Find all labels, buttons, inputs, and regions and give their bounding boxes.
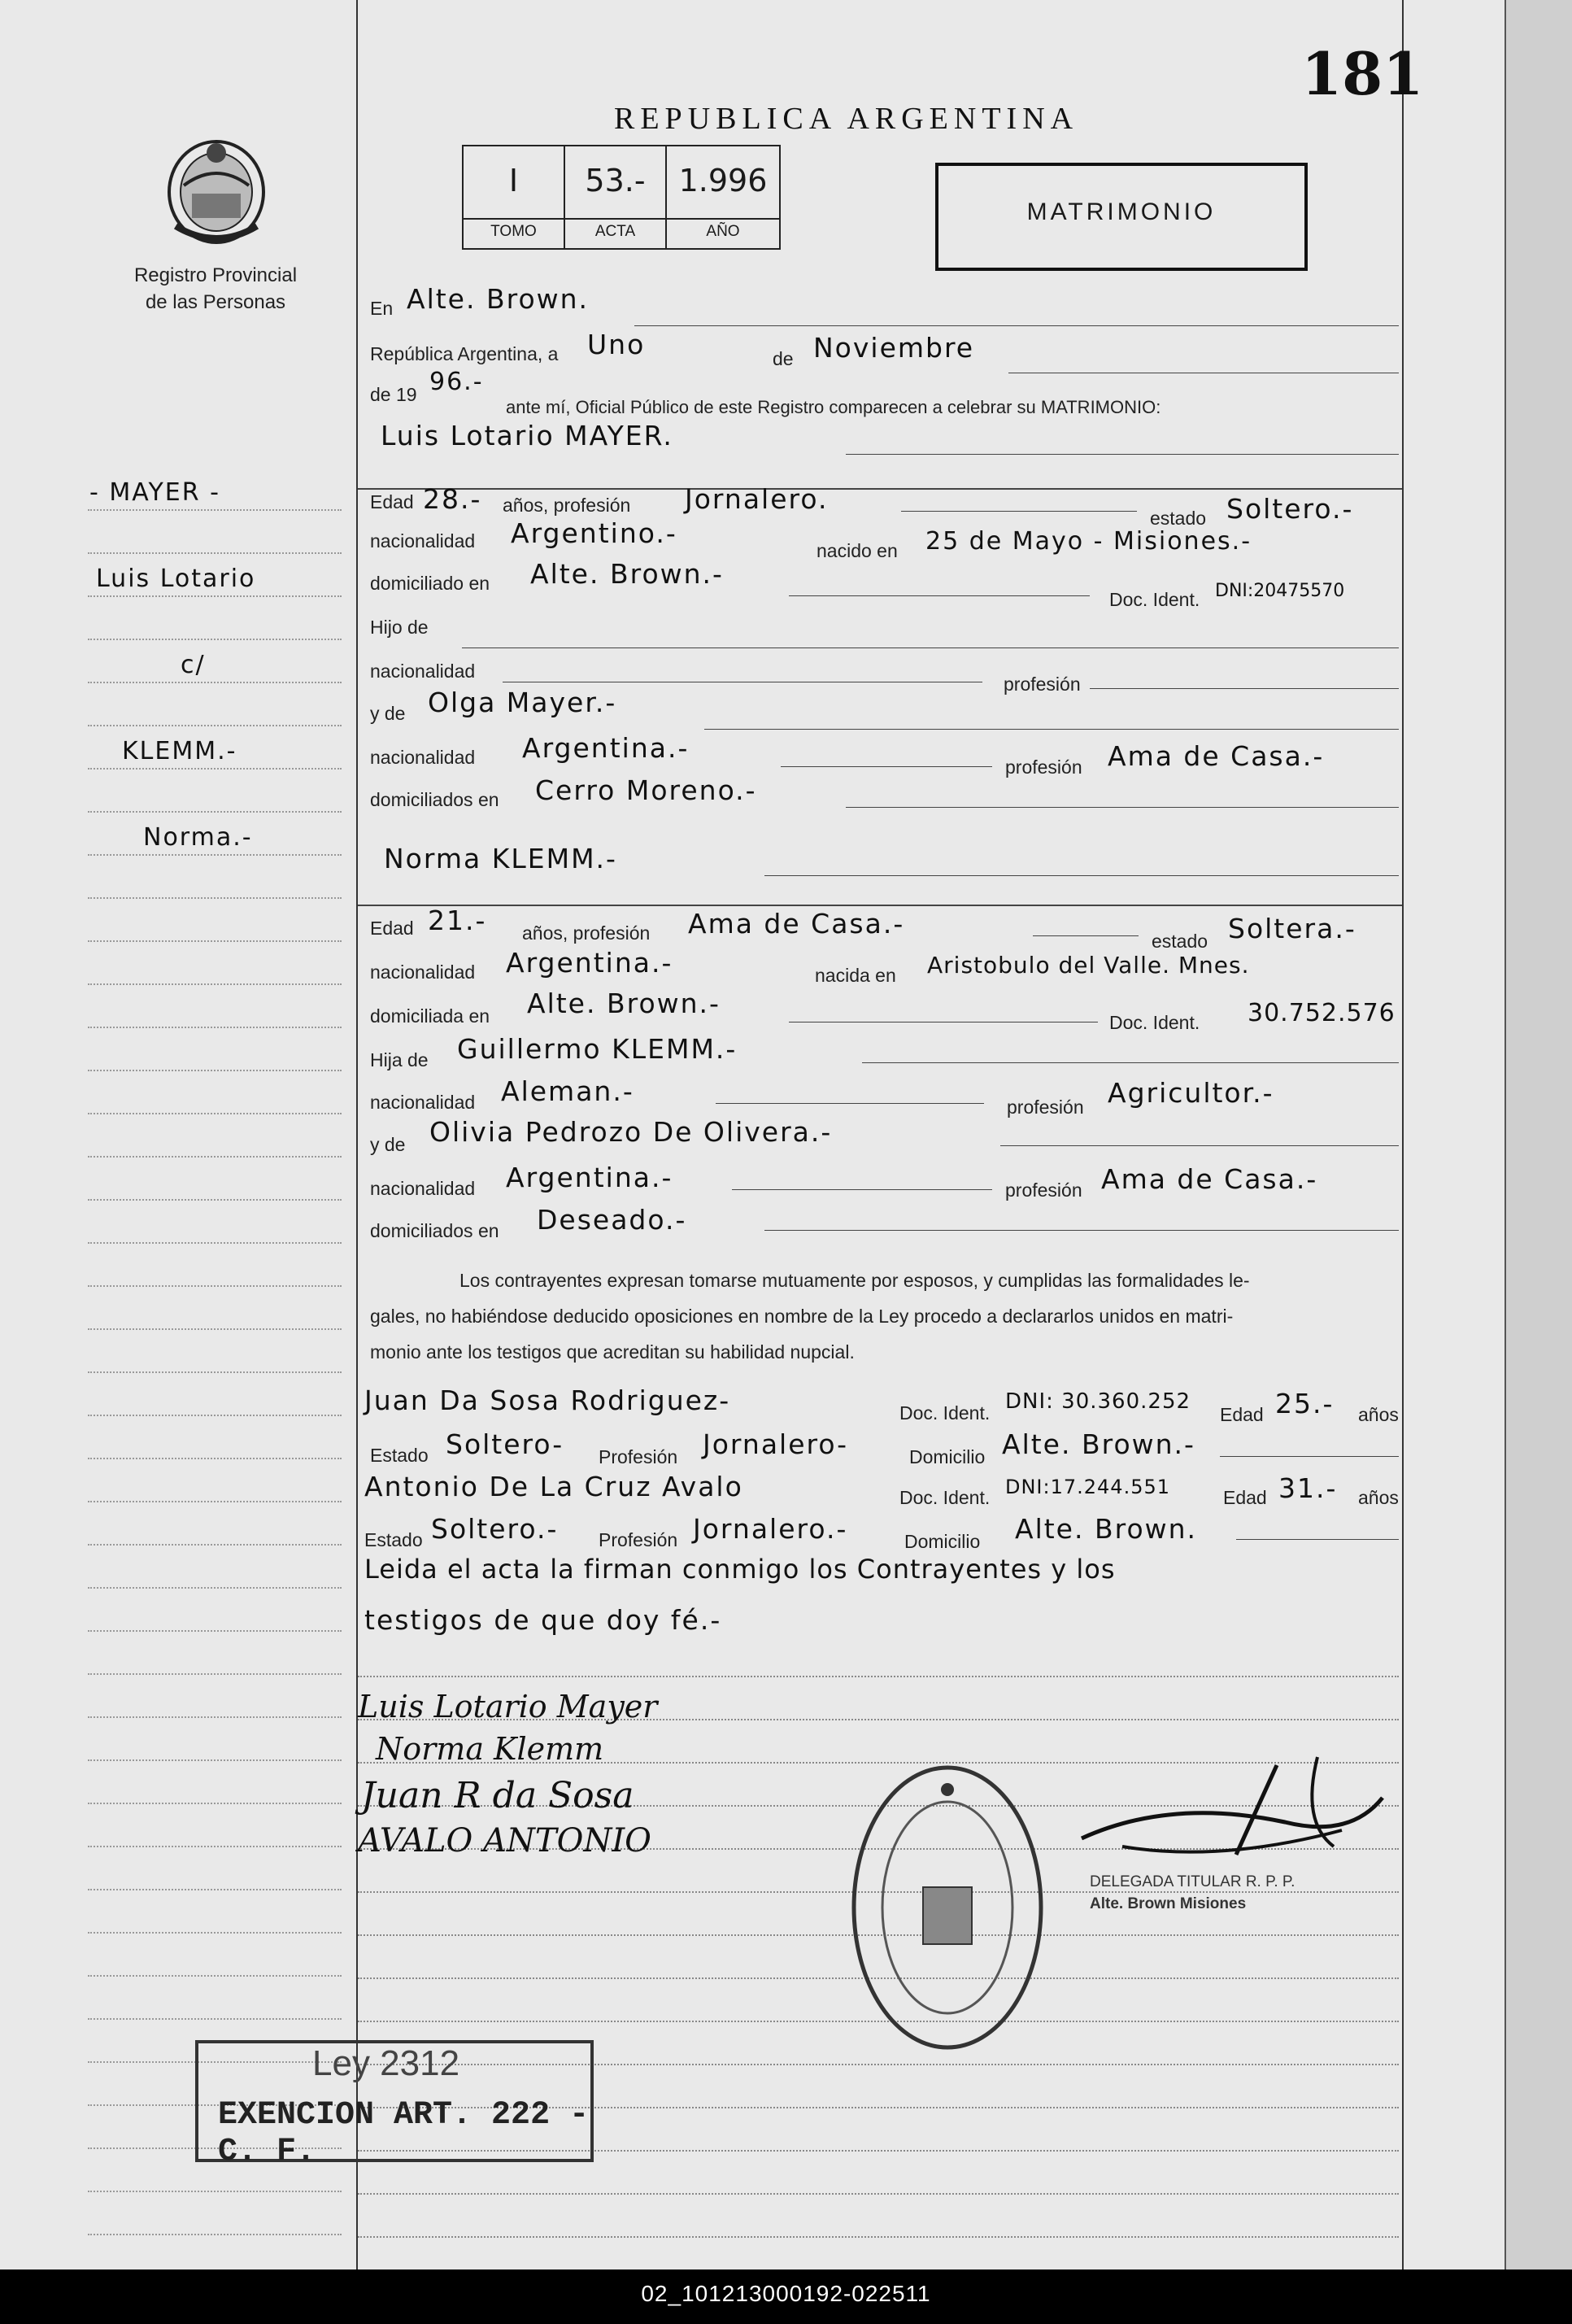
intro-text: ante mí, Oficial Público de este Registro comparecen a celebrar su MATRIMONIO: [506,397,1161,417]
closing-line-1: Leida el acta la firman conmigo los Contrayentes y los [364,1554,1116,1585]
place-value: Alte. Brown. [407,283,590,315]
margin-rule [88,2018,342,2020]
line-bride-prof [1033,935,1139,936]
witness2-profesion: Jornalero.- [693,1513,848,1545]
groom-father-prof-label: profesión [1004,674,1081,695]
scan-identifier: 02_101213000192-022511 [641,2281,931,2306]
line-groom-divider [358,488,1402,490]
groom-padres-dom-label: domiciliados en [370,789,499,810]
margin-rule [88,1544,342,1546]
bride-edad-label: Edad [370,918,414,939]
signature-groom: Luis Lotario Mayer [358,1689,658,1724]
groom-padres-dom: Cerro Moreno.- [535,774,757,806]
bride-padres-dom: Deseado.- [537,1204,687,1236]
margin-rule [88,1716,342,1718]
line-groom-father [462,647,1399,648]
bride-madre-nac-label: nacionalidad [370,1178,476,1199]
groom-madre-prof-label: profesión [1005,756,1082,778]
witness2-edad: 31.- [1278,1472,1338,1504]
registry-line-1: Registro Provincial [133,264,298,286]
margin-rule [88,1975,342,1977]
witness2-domicilio-label: Domicilio [904,1531,981,1552]
exemption-law: Ley 2312 [312,2043,460,2083]
groom-madre-label: y de [370,703,406,724]
margin-rule [88,854,342,856]
bride-madre-prof-label: profesión [1005,1179,1082,1201]
bride-madre-nac: Argentina.- [506,1162,673,1193]
official-signature-icon [1073,1749,1399,1879]
statement-line-1: Los contrayentes expresan tomarse mutuamente por esposos, y cumplidas las formalidades le- [459,1270,1250,1291]
margin-rule [88,509,342,511]
margin-rule [88,1199,342,1201]
witness2-doc-label: Doc. Ident. [899,1487,991,1508]
margin-rule [88,1113,342,1114]
bride-madre: Olivia Pedrozo De Olivera.- [429,1116,833,1148]
line-place [634,325,1399,326]
tomo-value: I [508,163,519,198]
line-bride-padre-nac [716,1103,984,1104]
groom-hijo-label: Hijo de [370,617,429,638]
label-en: En [370,298,394,319]
groom-doc-label: Doc. Ident. [1109,589,1200,610]
margin-rule [88,1759,342,1761]
margin-rule [88,1889,342,1890]
official-stamp-text [1090,1871,1295,1915]
groom-nacido: 25 de Mayo - Misiones.- [925,527,1252,556]
exemption-stamp [195,2040,594,2170]
margin-divider [356,0,358,2269]
witness2-estado: Soltero.- [431,1513,559,1545]
bride-estado-label: estado [1152,931,1208,952]
bride-padre-nac: Aleman.- [501,1075,634,1107]
margin-rule [88,2191,342,2192]
label-year-prefix: de 19 [370,384,417,405]
bride-padres-dom-label: domiciliados en [370,1220,499,1241]
line-groom-dom [789,595,1090,596]
witness2-doc: DNI:17.244.551 [1005,1476,1171,1498]
act-type-box [935,163,1308,271]
year-value: 96.- [429,368,484,396]
official-stamp-line-2: Alte. Brown Misiones [1090,1895,1247,1912]
bride-nacionalidad: Argentina.- [506,947,673,979]
bride-anios-profesion: años, profesión [522,922,651,944]
groom-estado-label: estado [1150,508,1207,529]
line-groom-madre-nac [781,766,992,767]
groom-profesion: Jornalero. [685,483,829,515]
witness1-estado-label: Estado [370,1445,429,1466]
bride-nacida: Aristobulo del Valle. Mnes. [927,952,1250,979]
official-stamp-line-1: DELEGADA TITULAR R. P. P. [1090,1873,1295,1890]
groom-doc: DNI:20475570 [1215,581,1345,601]
groom-madre: Olga Mayer.- [428,687,617,718]
witness1-profesion: Jornalero- [703,1428,849,1460]
label-republica: República Argentina, a [370,343,559,364]
exemption-article: EXENCION ART. 222 - C. F. [218,2097,590,2170]
groom-name: Luis Lotario MAYER. [381,420,673,451]
groom-estado: Soltero.- [1226,493,1354,525]
witness1-doc-label: Doc. Ident. [899,1402,991,1424]
registry-name [106,262,325,316]
groom-madre-nac: Argentina.- [522,732,690,764]
bride-padre: Guillermo KLEMM.- [457,1033,738,1065]
margin-rule [88,1673,342,1675]
line-bride-madre [1000,1145,1399,1146]
margin-rule [88,1415,342,1416]
tomo-label: TOMO [464,218,564,241]
witness1-estado: Soltero- [446,1428,564,1460]
bride-name: Norma KLEMM.- [384,843,617,874]
bride-domicilio-label: domiciliada en [370,1005,490,1027]
witness1-doc: DNI: 30.360.252 [1005,1389,1191,1414]
line-witness2 [1236,1539,1399,1540]
bride-nacida-label: nacida en [815,965,896,986]
bride-domicilio: Alte. Brown.- [527,988,721,1019]
anio-cell [667,146,779,248]
margin-conjunction: c/ [181,651,206,679]
groom-father-nac-label: nacionalidad [370,661,476,682]
bride-padre-nac-label: nacionalidad [370,1092,476,1113]
margin-rule [88,552,342,554]
margin-rule [88,1371,342,1373]
margin-rule [88,1846,342,1847]
lower-rule [358,2193,1399,2195]
margin-rule [88,1070,342,1071]
groom-anios-profesion: años, profesión [503,495,631,516]
bride-nacionalidad-label: nacionalidad [370,961,476,983]
signature-witness-2: AVALO ANTONIO [358,1822,651,1860]
margin-rule [88,639,342,640]
margin-rule [88,983,342,985]
groom-madre-prof: Ama de Casa.- [1108,740,1325,772]
margin-rule [88,2234,342,2235]
groom-nacido-label: nacido en [816,540,898,561]
groom-madre-nac-label: nacionalidad [370,747,476,768]
margin-rule [88,1932,342,1934]
margin-rule [88,1501,342,1502]
margin-rule [88,1285,342,1287]
witness1-edad: 25.- [1275,1388,1335,1419]
anio-label: AÑO [667,218,779,241]
bride-padre-prof-label: profesión [1007,1097,1084,1118]
statement-line-2: gales, no habiéndose deducido oposiciones en nombre de la Ley procedo a declararlos unidos en matri- [370,1306,1234,1327]
margin-rule [88,811,342,813]
lower-rule [358,2236,1399,2238]
margin-rule [88,1803,342,1804]
bride-edad: 21.- [428,905,487,936]
witness2-estado-label: Estado [364,1529,423,1550]
margin-surname-2: KLEMM.- [122,737,237,765]
anio-value: 1.996 [678,163,768,198]
statement-text [370,1262,1396,1370]
line-witness1 [1220,1456,1399,1457]
margin-surname: - MAYER - [89,478,220,507]
margin-rule [88,682,342,683]
groom-domicilio: Alte. Brown.- [530,558,724,590]
bride-madre-label: y de [370,1134,406,1155]
line-groom-father-prof [1090,688,1399,689]
line-bride-name [764,875,1399,876]
lower-rule [358,1676,1399,1677]
reference-box [462,145,781,250]
acta-value: 53.- [585,163,646,198]
margin-rule [88,1027,342,1028]
bride-hija-label: Hija de [370,1049,429,1070]
tomo-cell [464,146,565,248]
groom-nacionalidad: Argentino.- [511,517,677,549]
margin-rule [88,595,342,597]
margin-rule [88,1242,342,1244]
witness1-profesion-label: Profesión [599,1446,678,1467]
registry-round-stamp-icon [846,1757,1049,2058]
witness2-anios-label: años [1358,1487,1399,1508]
margin-given-name-2: Norma.- [143,823,253,852]
witness1-domicilio-label: Domicilio [909,1446,986,1467]
bride-doc-label: Doc. Ident. [1109,1012,1200,1033]
signature-witness-1: Juan R da Sosa [361,1775,634,1816]
day-value: Uno [587,329,646,360]
province-seal-icon [159,129,273,251]
groom-domicilio-label: domiciliado en [370,573,490,594]
witness2-profesion-label: Profesión [599,1529,678,1550]
margin-rule [88,897,342,899]
bride-padre-prof: Agricultor.- [1108,1077,1274,1109]
line-bride-divider [358,905,1402,906]
witness1-name: Juan Da Sosa Rodriguez- [364,1384,731,1416]
margin-given-name: Luis Lotario [96,565,256,593]
page-number: 181 [1301,39,1424,108]
bride-madre-prof: Ama de Casa.- [1101,1163,1318,1195]
page-edge [1506,0,1572,2269]
witness1-domicilio: Alte. Brown.- [1002,1428,1195,1460]
bride-doc: 30.752.576 [1248,999,1396,1027]
margin-rule [88,1458,342,1459]
bride-estado: Soltera.- [1228,913,1356,944]
groom-nacionalidad-label: nacionalidad [370,530,476,552]
registry-line-2: de las Personas [145,291,286,313]
witness2-name: Antonio De La Cruz Avalo [364,1471,743,1502]
line-bride-madre-nac [732,1189,992,1190]
signature-bride: Norma Klemm [376,1731,604,1767]
statement-line-3: monio ante los testigos que acreditan su habilidad nupcial. [370,1341,855,1363]
act-type: MATRIMONIO [1026,198,1217,225]
document-title: REPUBLICA ARGENTINA [614,102,1079,136]
margin-rule [88,940,342,942]
witness1-anios-label: años [1358,1404,1399,1425]
line-groom-madre [704,729,1399,730]
line-groom-prof [901,511,1137,512]
line-groom-name [846,454,1399,455]
closing-line-2: testigos de que doy fé.- [364,1604,722,1636]
groom-edad-label: Edad [370,491,414,512]
groom-edad: 28.- [423,483,482,515]
bride-profesion: Ama de Casa.- [688,908,905,940]
acta-label: ACTA [565,218,665,241]
line-bride-padre [862,1062,1399,1063]
margin-rule [88,1328,342,1330]
witness1-edad-label: Edad [1220,1404,1264,1425]
margin-rule [88,1630,342,1632]
margin-rule [88,768,342,770]
witness2-edad-label: Edad [1223,1487,1267,1508]
witness2-domicilio: Alte. Brown. [1015,1513,1198,1545]
label-de: de [773,348,794,369]
margin-rule [88,1156,342,1158]
month-value: Noviembre [813,332,975,364]
right-frame [1402,0,1404,2269]
line-groom-padres-dom [846,807,1399,808]
line-bride-padres-dom [764,1230,1399,1231]
acta-cell [565,146,667,248]
margin-rule [88,1587,342,1589]
margin-rule [88,725,342,726]
